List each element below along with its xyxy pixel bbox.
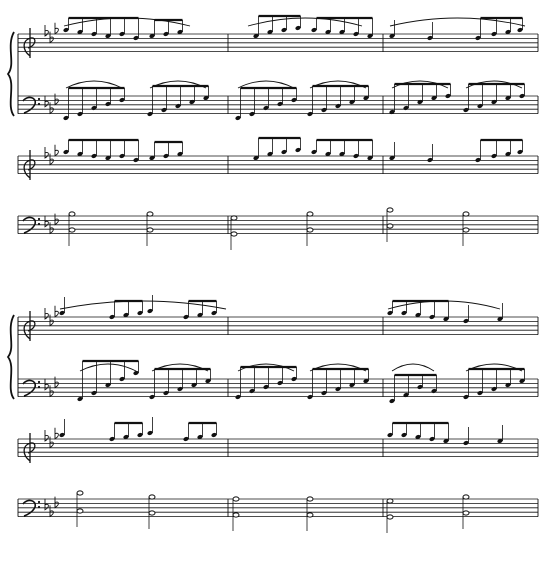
slur [60, 301, 226, 309]
key-signature [45, 377, 58, 397]
key-signature [45, 428, 58, 448]
bass-clef-icon [23, 380, 40, 396]
key-signature [45, 145, 58, 165]
half-notehead [463, 495, 469, 499]
half-notehead [387, 224, 393, 228]
note-group [311, 140, 373, 161]
clef-dot [38, 386, 40, 388]
note-group [253, 16, 301, 39]
clef-stroke [23, 97, 35, 113]
half-notehead [233, 513, 239, 517]
system [8, 16, 538, 250]
staff [18, 499, 538, 517]
half-notehead [463, 511, 469, 515]
clef-dot [38, 103, 40, 105]
flat-icon [50, 102, 53, 113]
note-group [59, 419, 65, 438]
key-signature [45, 306, 58, 326]
flat-icon [55, 497, 58, 508]
flat-icon [55, 23, 58, 34]
flat-icon [55, 306, 58, 317]
half-note-chord [231, 216, 237, 250]
half-note-chord [233, 497, 239, 531]
half-notehead [147, 228, 153, 232]
clef-dot [38, 98, 40, 100]
half-notehead [307, 228, 313, 232]
note-group [475, 140, 523, 163]
half-notehead [233, 497, 239, 501]
clef-stroke [23, 500, 35, 516]
key-signature [45, 94, 58, 114]
half-note-chord [69, 212, 75, 246]
half-note-chord [387, 208, 393, 242]
half-note-chord [463, 212, 469, 246]
half-notehead [77, 491, 83, 495]
staff [18, 34, 538, 52]
half-notehead [387, 208, 393, 212]
half-notehead [387, 499, 393, 503]
half-notehead [147, 212, 153, 216]
staff [18, 216, 538, 234]
half-note-chord [149, 495, 155, 529]
key-signature [45, 214, 58, 234]
slur [392, 364, 434, 371]
clef-stroke [23, 217, 35, 233]
half-notehead [307, 497, 313, 501]
half-notehead [463, 212, 469, 216]
note-group [389, 142, 433, 163]
note-group [59, 297, 65, 316]
note-group [463, 369, 525, 400]
note-group [147, 295, 153, 314]
slur [388, 301, 500, 309]
flat-icon [50, 437, 53, 448]
note-group [63, 18, 139, 41]
half-note-chord [307, 212, 313, 246]
half-notehead [307, 513, 313, 517]
clef-dot [38, 223, 40, 225]
half-notehead [77, 509, 83, 513]
note-group [307, 86, 369, 117]
system [8, 295, 538, 533]
clef-dot [38, 381, 40, 383]
staff [18, 156, 538, 174]
flat-icon [50, 154, 53, 165]
note-group [149, 142, 183, 161]
flat-icon [55, 145, 58, 156]
flat-icon [55, 428, 58, 439]
score-systems [8, 16, 538, 533]
half-note-chord [307, 497, 313, 531]
staff [18, 317, 538, 335]
clef-stroke [23, 380, 35, 396]
half-notehead [231, 216, 237, 220]
flat-icon [55, 214, 58, 225]
flat-icon [55, 94, 58, 105]
note-group [463, 425, 503, 446]
flat-icon [50, 315, 53, 326]
staff [18, 439, 538, 457]
half-notehead [149, 511, 155, 515]
note-group [389, 84, 451, 115]
half-note-chord [387, 499, 393, 533]
note-group [253, 138, 301, 161]
bass-clef-icon [23, 500, 40, 516]
note-group [63, 140, 139, 163]
note-group [387, 301, 449, 322]
brace-icon [8, 315, 14, 399]
flat-icon [50, 505, 53, 516]
note-group [463, 303, 503, 324]
key-signature [45, 497, 58, 517]
note-group [389, 20, 433, 41]
clef-dot [38, 501, 40, 503]
half-note-chord [147, 212, 153, 246]
note-group [387, 423, 449, 444]
slur [80, 364, 136, 371]
half-notehead [307, 212, 313, 216]
clef-dot [38, 506, 40, 508]
slur [390, 18, 525, 26]
note-group [463, 84, 525, 113]
half-notehead [387, 515, 393, 519]
half-note-chord [77, 491, 83, 527]
bass-clef-icon [23, 97, 40, 113]
half-notehead [69, 228, 75, 232]
note-group [147, 417, 153, 436]
note-group [307, 369, 369, 400]
half-notehead [463, 228, 469, 232]
half-note-chord [463, 495, 469, 529]
half-notehead [149, 495, 155, 499]
flat-icon [50, 385, 53, 396]
half-notehead [69, 212, 75, 216]
half-notehead [231, 232, 237, 236]
bass-clef-icon [23, 217, 40, 233]
key-signature [45, 23, 58, 43]
brace-icon [8, 32, 14, 116]
clef-dot [38, 218, 40, 220]
flat-icon [55, 377, 58, 388]
flat-icon [50, 222, 53, 233]
flat-icon [50, 32, 53, 43]
note-group [147, 86, 209, 117]
note-group [149, 369, 211, 400]
note-group [77, 361, 139, 402]
